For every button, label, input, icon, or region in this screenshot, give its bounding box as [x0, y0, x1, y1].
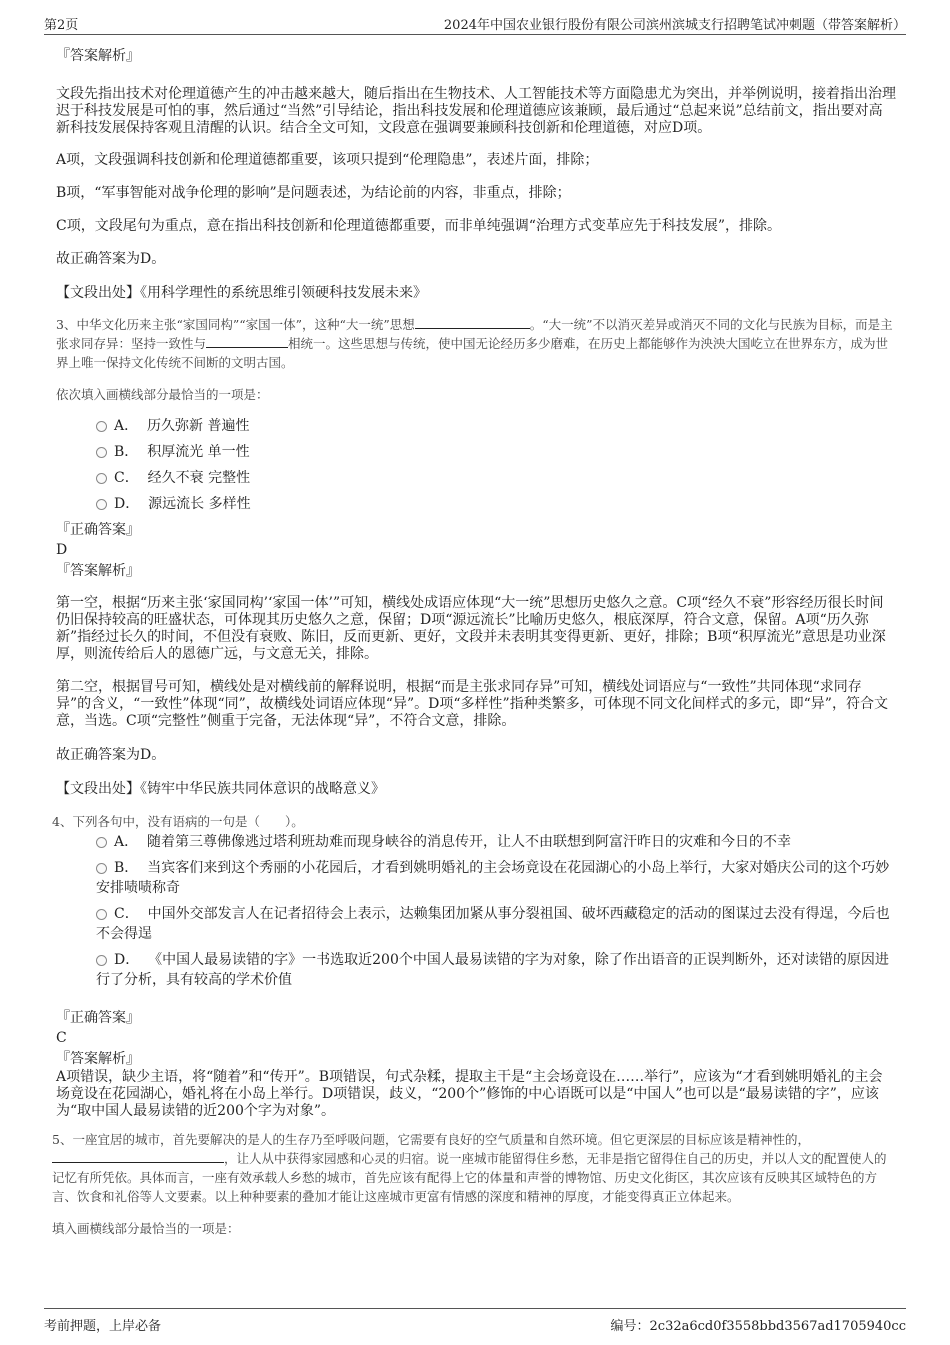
radio-icon[interactable] [96, 499, 107, 510]
radio-icon[interactable] [96, 447, 107, 458]
q4-stem: 4、下列各句中，没有语病的一句是（ ）。 [52, 814, 304, 829]
radio-icon[interactable] [96, 955, 107, 966]
q3-blank-1 [415, 315, 530, 329]
footer-slogan: 考前押题，上岸必备 [44, 1319, 162, 1334]
q3-option-a[interactable] [56, 416, 896, 436]
q5-stem [52, 1130, 896, 1206]
radio-icon[interactable] [96, 909, 107, 920]
radio-icon[interactable] [96, 863, 107, 874]
q3-analysis-para1: 第一空，根据“历来主张‘家国同构’‘家国一体’”可知，横线处成语应体现“大一统”思想历史悠久之意。C项“经久不衰”形容经历很长时间仍旧保持较高的旺盛状态，可体现其历史悠久之意，保留；D项“源远流长”比喻历史悠久，根底深厚，符合文意，保留。A项“历久弥新”指经过长久的时间，不但没有衰败、陈旧，反而更新、更好，文段并未表明其变得更新、更好，排除；B项“积厚流光”意思是功业深厚，则流传给后人的恩德广远，与文意无关，排除。 [56, 595, 886, 662]
option-letter: B． [114, 444, 139, 460]
q3-blank-2 [206, 334, 288, 348]
option-letter: A． [114, 418, 139, 434]
q3-stem-part3: 相统一。这些思想与传统，使中国无论经历多少磨难，在历史上都能够作为泱泱大国屹立在世界东方，成为世界上唯一保持文化传统不间断的文明古国。 [56, 336, 889, 370]
option-text: 中国外交部发言人在记者招待会上表示，达赖集团加紧从事分裂祖国、破坏西藏稳定的活动的图谋过去没有得逞，今后也不会得逞 [96, 906, 890, 942]
q3-option-d[interactable] [56, 494, 896, 514]
q4-option-a[interactable] [56, 832, 896, 852]
q3-stem-part1: 3、中华文化历来主张“家国同构”“家国一体”，这种“大一统”思想 [56, 317, 415, 332]
q5-stem-part2: ，让人从中获得家园感和心灵的归宿。说一座城市能留得住乡愁，无非是指它留得住自己的历史，并以人文的配置使人的记忆有所凭依。具体而言，一座有效承载人乡愁的城市，首先应该有配得上它的体量和声誉的博物馆、历史文化街区，其次应该有反映其区域特色的方言、饮食和礼俗等人文要素。以上种种要素的叠加才能让这座城市更富有情感的深度和精神的厚度，才能变得真正立体起来。 [52, 1151, 887, 1204]
q4-analysis-label: 『答案解析』 [56, 1051, 140, 1067]
q3-option-c[interactable] [56, 468, 896, 488]
option-text: 《中国人最易读错的字》一书选取近200个中国人最易读错的字为对象，除了作出语音的正误判断外，还对读错的原因进行了分析，具有较高的学术价值 [96, 952, 889, 988]
q2-analysis-para4: C项，文段尾句为重点，意在指出科技创新和伦理道德都重要，而非单纯强调“治理方式变革应先于科技发展”，排除。 [56, 218, 782, 234]
q2-analysis-para2: A项，文段强调科技创新和伦理道德都重要，该项只提到“伦理隐患”，表述片面，排除； [56, 152, 599, 168]
option-letter: D． [114, 496, 140, 512]
option-text: 经久不衰 完整性 [147, 470, 251, 486]
q4-option-b[interactable] [56, 858, 896, 898]
q4-answer-label: 『正确答案』 [56, 1010, 140, 1026]
q3-prompt: 依次填入画横线部分最恰当的一项是： [56, 387, 269, 402]
q5-stem-part1: 5、一座宜居的城市，首先要解决的是人的生存乃至呼吸问题，它需要有良好的空气质量和自然环境。但它更深层的目标应该是精神性的， [52, 1132, 810, 1147]
q2-analysis-para1: 文段先指出技术对伦理道德产生的冲击越来越大，随后指出在生物技术、人工智能技术等方面隐患尤为突出，并举例说明，接着指出治理迟于科技发展是可怕的事，然后通过“当然”引导结论，指出科技发展和伦理道德应该兼顾，最后通过“总起来说”总结前文，指出要对高新科技发展保持客观且清醒的认识。结合全文可知，文段意在强调要兼顾科技创新和伦理道德，对应D项。 [56, 86, 896, 136]
option-text: 积厚流光 单一性 [147, 444, 250, 460]
radio-icon[interactable] [96, 473, 107, 484]
page-header [44, 12, 906, 35]
q3-stem-part2: 。“大一统”不以消灭差异或消灭不同的文化与民族为目标，而是主张求同存异：坚持一致性与 [56, 317, 893, 351]
q3-analysis-label: 『答案解析』 [56, 563, 140, 579]
q2-analysis-conclusion: 故正确答案为D。 [56, 251, 166, 267]
q2-source: 【文段出处】《用科学理性的系统思维引领硬科技发展未来》 [56, 285, 427, 301]
option-text: 历久弥新 普遍性 [147, 418, 250, 434]
option-letter: C． [114, 470, 139, 486]
q4-answer: C [56, 1030, 67, 1046]
radio-icon[interactable] [96, 837, 107, 848]
q5-blank [52, 1149, 224, 1163]
option-letter: A． [114, 834, 139, 850]
option-letter: D． [114, 952, 140, 968]
option-text: 随着第三尊佛像逃过塔利班劫难而现身峡谷的消息传开，让人不由联想到阿富汗昨日的灾难和今日的不幸 [147, 834, 792, 850]
q2-analysis-label: 『答案解析』 [56, 48, 140, 64]
option-letter: C． [114, 906, 139, 922]
q3-source: 【文段出处】《铸牢中华民族共同体意识的战略意义》 [56, 781, 385, 797]
q4-option-c[interactable] [56, 904, 896, 944]
document-body [52, 40, 896, 1238]
option-text: 当宾客们来到这个秀丽的小花园后，才看到姚明婚礼的主会场竟设在花园湖心的小岛上举行，大家对婚庆公司的这个巧妙安排啧啧称奇 [96, 860, 890, 896]
q2-analysis-para3: B项，“军事智能对战争伦理的影响”是问题表述，为结论前的内容，非重点，排除； [56, 185, 571, 201]
q4-option-d[interactable] [56, 950, 896, 990]
q3-option-b[interactable] [56, 442, 896, 462]
document-title: 2024年中国农业银行股份有限公司滨州滨城支行招聘笔试冲刺题（带答案解析） [443, 18, 906, 33]
radio-icon[interactable] [96, 421, 107, 432]
q3-answer-label: 『正确答案』 [56, 522, 140, 538]
option-text: 源远流长 多样性 [148, 496, 251, 512]
page-number: 第2页 [44, 18, 79, 33]
q3-analysis-conclusion: 故正确答案为D。 [56, 747, 166, 763]
q3-options [56, 416, 896, 514]
page-footer [44, 1308, 906, 1333]
option-letter: B． [114, 860, 139, 876]
q3-stem [56, 315, 896, 372]
q5-prompt: 填入画横线部分最恰当的一项是： [52, 1221, 240, 1236]
q4-analysis: A项错误，缺少主语，将“随着”和“传开”。B项错误，句式杂糅，提取主干是“主会场竟设在……举行”，应该为“才看到姚明婚礼的主会场竟设在花园湖心，婚礼将在小岛上举行。D项错误，歧义，“200个”修饰的中心语既可以是“中国人”也可以是“最易读错的字”，应该为“取中国人最易读错的近200个字为对象”。 [56, 1069, 883, 1119]
document-id: 编号：2c32a6cd0f3558bbd3567ad1705940cc [610, 1319, 906, 1334]
q4-options [56, 832, 896, 990]
q3-answer: D [56, 542, 68, 558]
q3-analysis-para2: 第二空，根据冒号可知，横线处是对横线前的解释说明，根据“而是主张求同存异”可知，横线处词语应与“一致性”共同体现“求同存异”的含义，“一致性”体现“同”，故横线处词语应体现“异”。D项“多样性”指种类繁多，可体现不同文化间样式的多元，即“异”，符合文意，当选。C项“完整性”侧重于完备，无法体现“异”，不符合文意，排除。 [56, 679, 888, 729]
